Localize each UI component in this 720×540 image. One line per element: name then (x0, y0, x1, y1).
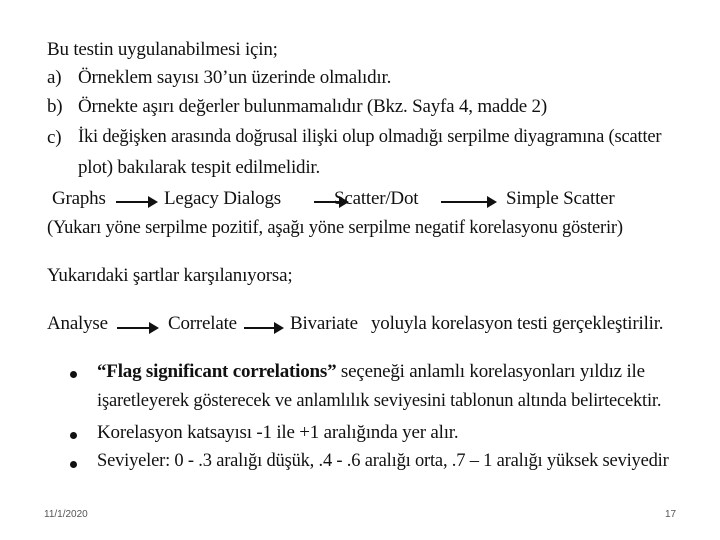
condition-marker-c: c) (47, 127, 62, 148)
condition-c-text: İki değişken arasında doğrusal ilişki olup olmadığı serpilme diyagramına (scatter (78, 127, 662, 147)
condition-c-continuation: plot) bakılarak tespit edilmelidir. (78, 157, 321, 178)
path-step-bivariate: Bivariate (290, 313, 358, 334)
bullet-2-text: Korelasyon katsayısı -1 ile +1 aralığında yer alır. (97, 422, 459, 443)
conditions-met: Yukarıdaki şartlar karşılanıyorsa; (47, 265, 293, 286)
bullet-icon (70, 371, 77, 378)
arrow-right-icon (117, 327, 157, 329)
arrow-right-icon (244, 327, 282, 329)
arrow-right-icon (441, 201, 495, 203)
bullet-1-rest: seçeneği anlamlı korelasyonları yıldız ile (336, 361, 645, 382)
path-step-graphs: Graphs (52, 188, 106, 209)
path-step-simple-scatter: Simple Scatter (506, 188, 615, 209)
path-step-analyse: Analyse (47, 313, 108, 334)
condition-marker-a: a) (47, 67, 62, 88)
path-step-scatter-dot: Scatter/Dot (334, 188, 419, 209)
arrow-right-icon (116, 201, 156, 203)
heading: Bu testin uygulanabilmesi için; (47, 39, 278, 60)
path-step-legacy-dialogs: Legacy Dialogs (164, 188, 281, 209)
condition-a-text: Örneklem sayısı 30’un üzerinde olmalıdır. (78, 67, 392, 88)
footer-date: 11/1/2020 (44, 509, 88, 520)
correlation-note: (Yukarı yöne serpilme pozitif, aşağı yöne serpilme negatif korelasyonu gösterir) (47, 218, 623, 238)
bullet-1-line-2: işaretleyerek gösterecek ve anlamlılık seviyesini tablonun altında belirtecektir. (97, 391, 662, 411)
bullet-1-text (97, 361, 645, 383)
condition-b-text: Örnekte aşırı değerler bulunmamalıdır (Bkz. Sayfa 4, madde 2) (78, 96, 547, 117)
analyze-suffix: yoluyla korelasyon testi gerçekleştirilir. (371, 313, 664, 334)
footer-page-number: 17 (665, 509, 677, 520)
bullet-icon (70, 432, 77, 439)
bullet-icon (70, 461, 77, 468)
bullet-1-bold: “Flag significant correlations” (97, 361, 337, 382)
condition-marker-b: b) (47, 96, 63, 117)
bullet-3-text: Seviyeler: 0 - .3 aralığı düşük, .4 - .6 aralığı orta, .7 – 1 aralığı yüksek seviyedir (97, 451, 669, 471)
path-step-correlate: Correlate (168, 313, 237, 334)
